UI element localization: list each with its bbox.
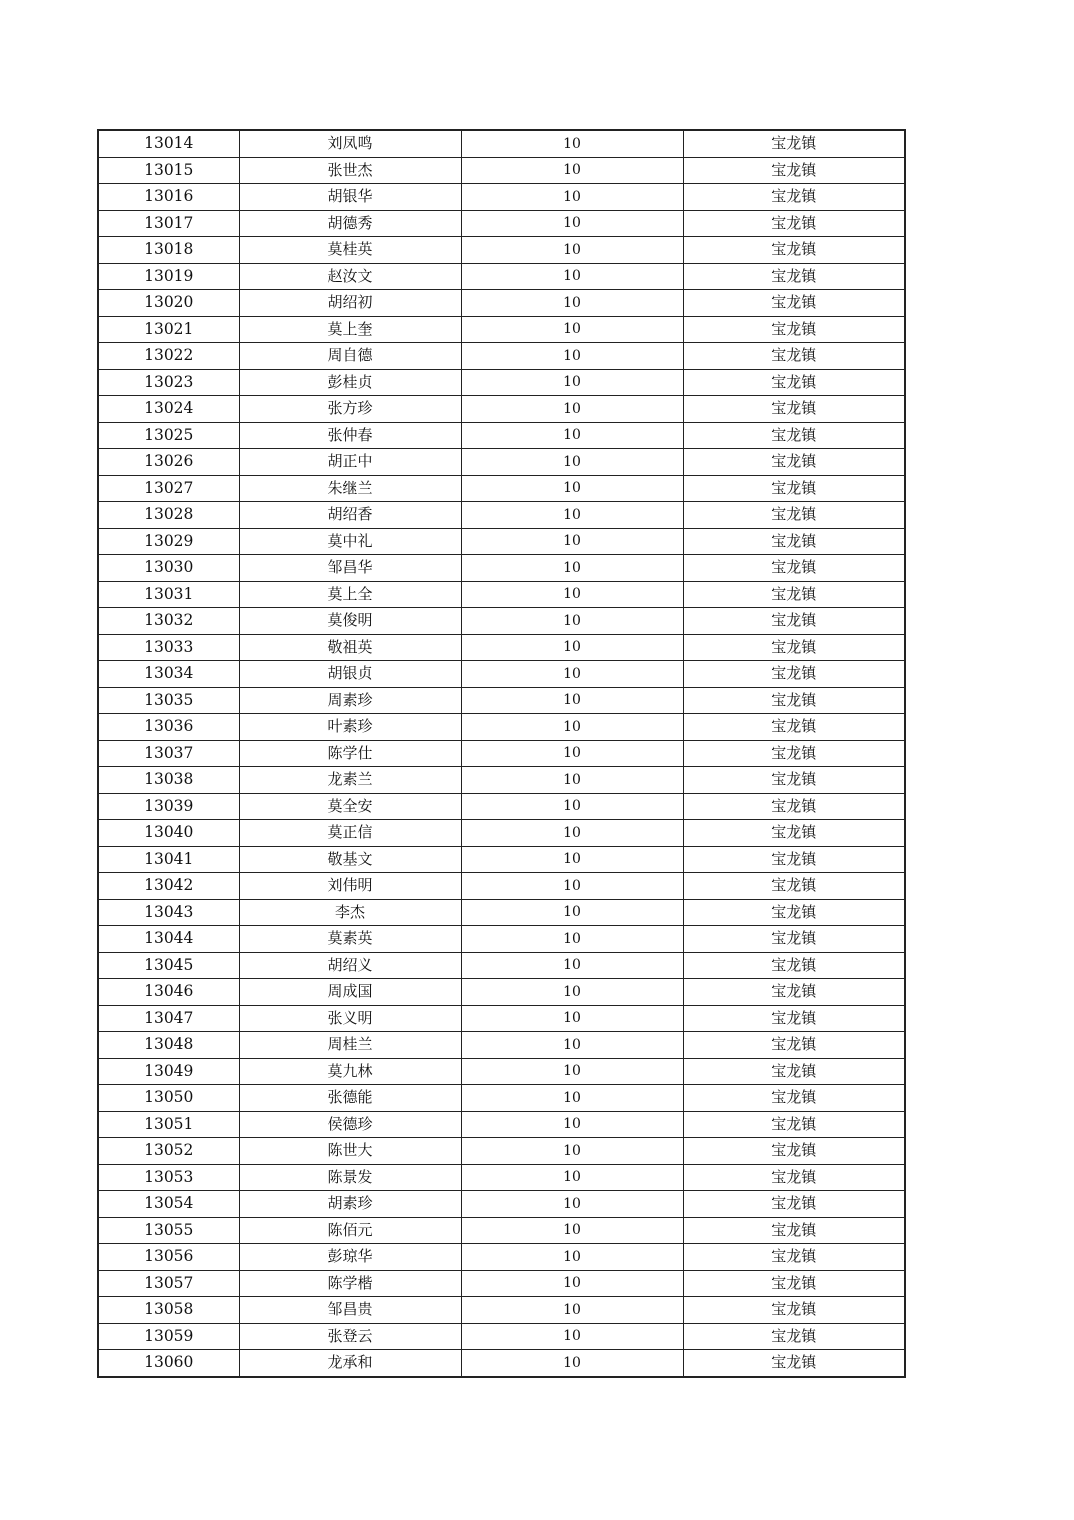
town-cell: 宝龙镇 [683, 1323, 905, 1350]
score-cell: 10 [461, 1005, 683, 1032]
score-cell: 10 [461, 1270, 683, 1297]
town-cell: 宝龙镇 [683, 1191, 905, 1218]
score-cell: 10 [461, 1032, 683, 1059]
score-cell: 10 [461, 449, 683, 476]
table-row [98, 130, 905, 157]
name-cell: 胡银贞 [239, 661, 461, 688]
name-cell: 陈学楷 [239, 1270, 461, 1297]
name-cell: 胡绍义 [239, 952, 461, 979]
id-cell: 13039 [98, 793, 239, 820]
id-cell: 13030 [98, 555, 239, 582]
table-row [98, 1164, 905, 1191]
table-row [98, 343, 905, 370]
name-cell: 莫全安 [239, 793, 461, 820]
table-row [98, 1270, 905, 1297]
town-cell: 宝龙镇 [683, 369, 905, 396]
town-cell: 宝龙镇 [683, 237, 905, 264]
score-cell: 10 [461, 1191, 683, 1218]
score-cell: 10 [461, 926, 683, 953]
id-cell: 13059 [98, 1323, 239, 1350]
id-cell: 13031 [98, 581, 239, 608]
town-cell: 宝龙镇 [683, 793, 905, 820]
name-cell: 胡素珍 [239, 1191, 461, 1218]
name-cell: 周成国 [239, 979, 461, 1006]
id-cell: 13036 [98, 714, 239, 741]
table-row [98, 1217, 905, 1244]
town-cell: 宝龙镇 [683, 634, 905, 661]
name-cell: 周桂兰 [239, 1032, 461, 1059]
id-cell: 13047 [98, 1005, 239, 1032]
name-cell: 龙素兰 [239, 767, 461, 794]
town-cell: 宝龙镇 [683, 210, 905, 237]
table-row [98, 767, 905, 794]
name-cell: 陈学仕 [239, 740, 461, 767]
id-cell: 13058 [98, 1297, 239, 1324]
name-cell: 敬祖英 [239, 634, 461, 661]
name-cell: 李杰 [239, 899, 461, 926]
id-cell: 13019 [98, 263, 239, 290]
score-cell: 10 [461, 396, 683, 423]
name-cell: 胡正中 [239, 449, 461, 476]
score-cell: 10 [461, 820, 683, 847]
name-cell: 张仲春 [239, 422, 461, 449]
id-cell: 13055 [98, 1217, 239, 1244]
table-row [98, 846, 905, 873]
town-cell: 宝龙镇 [683, 555, 905, 582]
name-cell: 莫九林 [239, 1058, 461, 1085]
id-cell: 13048 [98, 1032, 239, 1059]
id-cell: 13018 [98, 237, 239, 264]
id-cell: 13016 [98, 184, 239, 211]
town-cell: 宝龙镇 [683, 1164, 905, 1191]
id-cell: 13051 [98, 1111, 239, 1138]
table-row [98, 899, 905, 926]
town-cell: 宝龙镇 [683, 343, 905, 370]
town-cell: 宝龙镇 [683, 899, 905, 926]
table-row [98, 740, 905, 767]
score-cell: 10 [461, 899, 683, 926]
id-cell: 13050 [98, 1085, 239, 1112]
name-cell: 陈景发 [239, 1164, 461, 1191]
score-cell: 10 [461, 1350, 683, 1377]
name-cell: 胡德秀 [239, 210, 461, 237]
town-cell: 宝龙镇 [683, 1350, 905, 1377]
table-row [98, 316, 905, 343]
table-row [98, 1085, 905, 1112]
table-row [98, 952, 905, 979]
town-cell: 宝龙镇 [683, 1244, 905, 1271]
name-cell: 莫俊明 [239, 608, 461, 635]
score-cell: 10 [461, 1058, 683, 1085]
id-cell: 13040 [98, 820, 239, 847]
table-row [98, 502, 905, 529]
name-cell: 莫上奎 [239, 316, 461, 343]
id-cell: 13046 [98, 979, 239, 1006]
id-cell: 13037 [98, 740, 239, 767]
town-cell: 宝龙镇 [683, 290, 905, 317]
name-cell: 张德能 [239, 1085, 461, 1112]
name-cell: 敬基文 [239, 846, 461, 873]
name-cell: 刘凤鸣 [239, 130, 461, 157]
table-row [98, 926, 905, 953]
name-cell: 侯德珍 [239, 1111, 461, 1138]
town-cell: 宝龙镇 [683, 130, 905, 157]
table-row [98, 555, 905, 582]
score-cell: 10 [461, 422, 683, 449]
town-cell: 宝龙镇 [683, 952, 905, 979]
town-cell: 宝龙镇 [683, 581, 905, 608]
score-cell: 10 [461, 1297, 683, 1324]
town-cell: 宝龙镇 [683, 1005, 905, 1032]
id-cell: 13044 [98, 926, 239, 953]
town-cell: 宝龙镇 [683, 873, 905, 900]
table-row [98, 979, 905, 1006]
id-cell: 13017 [98, 210, 239, 237]
id-cell: 13045 [98, 952, 239, 979]
town-cell: 宝龙镇 [683, 422, 905, 449]
table-row [98, 369, 905, 396]
table-row [98, 661, 905, 688]
name-cell: 张登云 [239, 1323, 461, 1350]
score-cell: 10 [461, 184, 683, 211]
name-cell: 莫桂英 [239, 237, 461, 264]
table-row [98, 873, 905, 900]
table-row [98, 634, 905, 661]
score-cell: 10 [461, 502, 683, 529]
town-cell: 宝龙镇 [683, 661, 905, 688]
score-cell: 10 [461, 608, 683, 635]
score-cell: 10 [461, 979, 683, 1006]
id-cell: 13053 [98, 1164, 239, 1191]
table-row [98, 422, 905, 449]
town-cell: 宝龙镇 [683, 767, 905, 794]
table-row [98, 157, 905, 184]
id-cell: 13052 [98, 1138, 239, 1165]
score-cell: 10 [461, 793, 683, 820]
score-cell: 10 [461, 210, 683, 237]
score-cell: 10 [461, 343, 683, 370]
score-cell: 10 [461, 1111, 683, 1138]
name-cell: 胡银华 [239, 184, 461, 211]
score-cell: 10 [461, 263, 683, 290]
id-cell: 13034 [98, 661, 239, 688]
table-row [98, 1005, 905, 1032]
id-cell: 13028 [98, 502, 239, 529]
town-cell: 宝龙镇 [683, 1032, 905, 1059]
id-cell: 13032 [98, 608, 239, 635]
table-row [98, 263, 905, 290]
score-cell: 10 [461, 1085, 683, 1112]
table-row [98, 820, 905, 847]
town-cell: 宝龙镇 [683, 316, 905, 343]
table-row [98, 1350, 905, 1377]
town-cell: 宝龙镇 [683, 1217, 905, 1244]
table-row [98, 1244, 905, 1271]
name-cell: 叶素珍 [239, 714, 461, 741]
name-cell: 邹昌华 [239, 555, 461, 582]
id-cell: 13043 [98, 899, 239, 926]
name-cell: 张义明 [239, 1005, 461, 1032]
town-cell: 宝龙镇 [683, 475, 905, 502]
town-cell: 宝龙镇 [683, 157, 905, 184]
name-cell: 朱继兰 [239, 475, 461, 502]
town-cell: 宝龙镇 [683, 820, 905, 847]
table-row [98, 290, 905, 317]
score-cell: 10 [461, 316, 683, 343]
score-cell: 10 [461, 555, 683, 582]
id-cell: 13033 [98, 634, 239, 661]
name-cell: 张世杰 [239, 157, 461, 184]
score-cell: 10 [461, 1217, 683, 1244]
town-cell: 宝龙镇 [683, 608, 905, 635]
town-cell: 宝龙镇 [683, 1111, 905, 1138]
name-cell: 彭桂贞 [239, 369, 461, 396]
id-cell: 13021 [98, 316, 239, 343]
score-cell: 10 [461, 634, 683, 661]
table-row [98, 1058, 905, 1085]
name-cell: 陈世大 [239, 1138, 461, 1165]
name-cell: 张方珍 [239, 396, 461, 423]
table-row [98, 1191, 905, 1218]
score-cell: 10 [461, 157, 683, 184]
score-cell: 10 [461, 661, 683, 688]
score-cell: 10 [461, 1244, 683, 1271]
id-cell: 13035 [98, 687, 239, 714]
town-cell: 宝龙镇 [683, 1085, 905, 1112]
id-cell: 13056 [98, 1244, 239, 1271]
table-row [98, 528, 905, 555]
town-cell: 宝龙镇 [683, 979, 905, 1006]
town-cell: 宝龙镇 [683, 528, 905, 555]
table-row [98, 237, 905, 264]
name-cell: 莫中礼 [239, 528, 461, 555]
name-cell: 周素珍 [239, 687, 461, 714]
id-cell: 13041 [98, 846, 239, 873]
id-cell: 13022 [98, 343, 239, 370]
data-table [97, 129, 906, 1378]
score-cell: 10 [461, 873, 683, 900]
town-cell: 宝龙镇 [683, 396, 905, 423]
table-row [98, 687, 905, 714]
table-row [98, 793, 905, 820]
table-row [98, 475, 905, 502]
town-cell: 宝龙镇 [683, 1138, 905, 1165]
table-row [98, 184, 905, 211]
table-row [98, 210, 905, 237]
id-cell: 13025 [98, 422, 239, 449]
town-cell: 宝龙镇 [683, 846, 905, 873]
table-row [98, 608, 905, 635]
town-cell: 宝龙镇 [683, 1270, 905, 1297]
table-row [98, 1032, 905, 1059]
name-cell: 龙承和 [239, 1350, 461, 1377]
town-cell: 宝龙镇 [683, 1058, 905, 1085]
id-cell: 13024 [98, 396, 239, 423]
table-body [98, 130, 905, 1377]
score-cell: 10 [461, 767, 683, 794]
table-row [98, 581, 905, 608]
score-cell: 10 [461, 369, 683, 396]
table-row [98, 1297, 905, 1324]
score-cell: 10 [461, 1138, 683, 1165]
name-cell: 莫素英 [239, 926, 461, 953]
id-cell: 13029 [98, 528, 239, 555]
score-cell: 10 [461, 1323, 683, 1350]
id-cell: 13026 [98, 449, 239, 476]
name-cell: 陈佰元 [239, 1217, 461, 1244]
town-cell: 宝龙镇 [683, 502, 905, 529]
score-cell: 10 [461, 952, 683, 979]
id-cell: 13015 [98, 157, 239, 184]
table-row [98, 1111, 905, 1138]
name-cell: 莫上全 [239, 581, 461, 608]
id-cell: 13023 [98, 369, 239, 396]
score-cell: 10 [461, 290, 683, 317]
id-cell: 13042 [98, 873, 239, 900]
score-cell: 10 [461, 846, 683, 873]
table-row [98, 714, 905, 741]
town-cell: 宝龙镇 [683, 926, 905, 953]
name-cell: 邹昌贵 [239, 1297, 461, 1324]
town-cell: 宝龙镇 [683, 687, 905, 714]
name-cell: 彭琼华 [239, 1244, 461, 1271]
table-row [98, 1323, 905, 1350]
name-cell: 赵汝文 [239, 263, 461, 290]
score-cell: 10 [461, 687, 683, 714]
name-cell: 胡绍初 [239, 290, 461, 317]
town-cell: 宝龙镇 [683, 263, 905, 290]
id-cell: 13057 [98, 1270, 239, 1297]
score-cell: 10 [461, 130, 683, 157]
town-cell: 宝龙镇 [683, 714, 905, 741]
score-cell: 10 [461, 714, 683, 741]
id-cell: 13020 [98, 290, 239, 317]
score-cell: 10 [461, 1164, 683, 1191]
score-cell: 10 [461, 581, 683, 608]
name-cell: 莫正信 [239, 820, 461, 847]
id-cell: 13060 [98, 1350, 239, 1377]
table-row [98, 1138, 905, 1165]
table-row [98, 449, 905, 476]
id-cell: 13049 [98, 1058, 239, 1085]
name-cell: 刘伟明 [239, 873, 461, 900]
score-cell: 10 [461, 237, 683, 264]
score-cell: 10 [461, 740, 683, 767]
id-cell: 13054 [98, 1191, 239, 1218]
town-cell: 宝龙镇 [683, 449, 905, 476]
name-cell: 胡绍香 [239, 502, 461, 529]
town-cell: 宝龙镇 [683, 740, 905, 767]
table-row [98, 396, 905, 423]
id-cell: 13038 [98, 767, 239, 794]
score-cell: 10 [461, 528, 683, 555]
name-cell: 周自德 [239, 343, 461, 370]
score-cell: 10 [461, 475, 683, 502]
town-cell: 宝龙镇 [683, 1297, 905, 1324]
id-cell: 13027 [98, 475, 239, 502]
town-cell: 宝龙镇 [683, 184, 905, 211]
id-cell: 13014 [98, 130, 239, 157]
